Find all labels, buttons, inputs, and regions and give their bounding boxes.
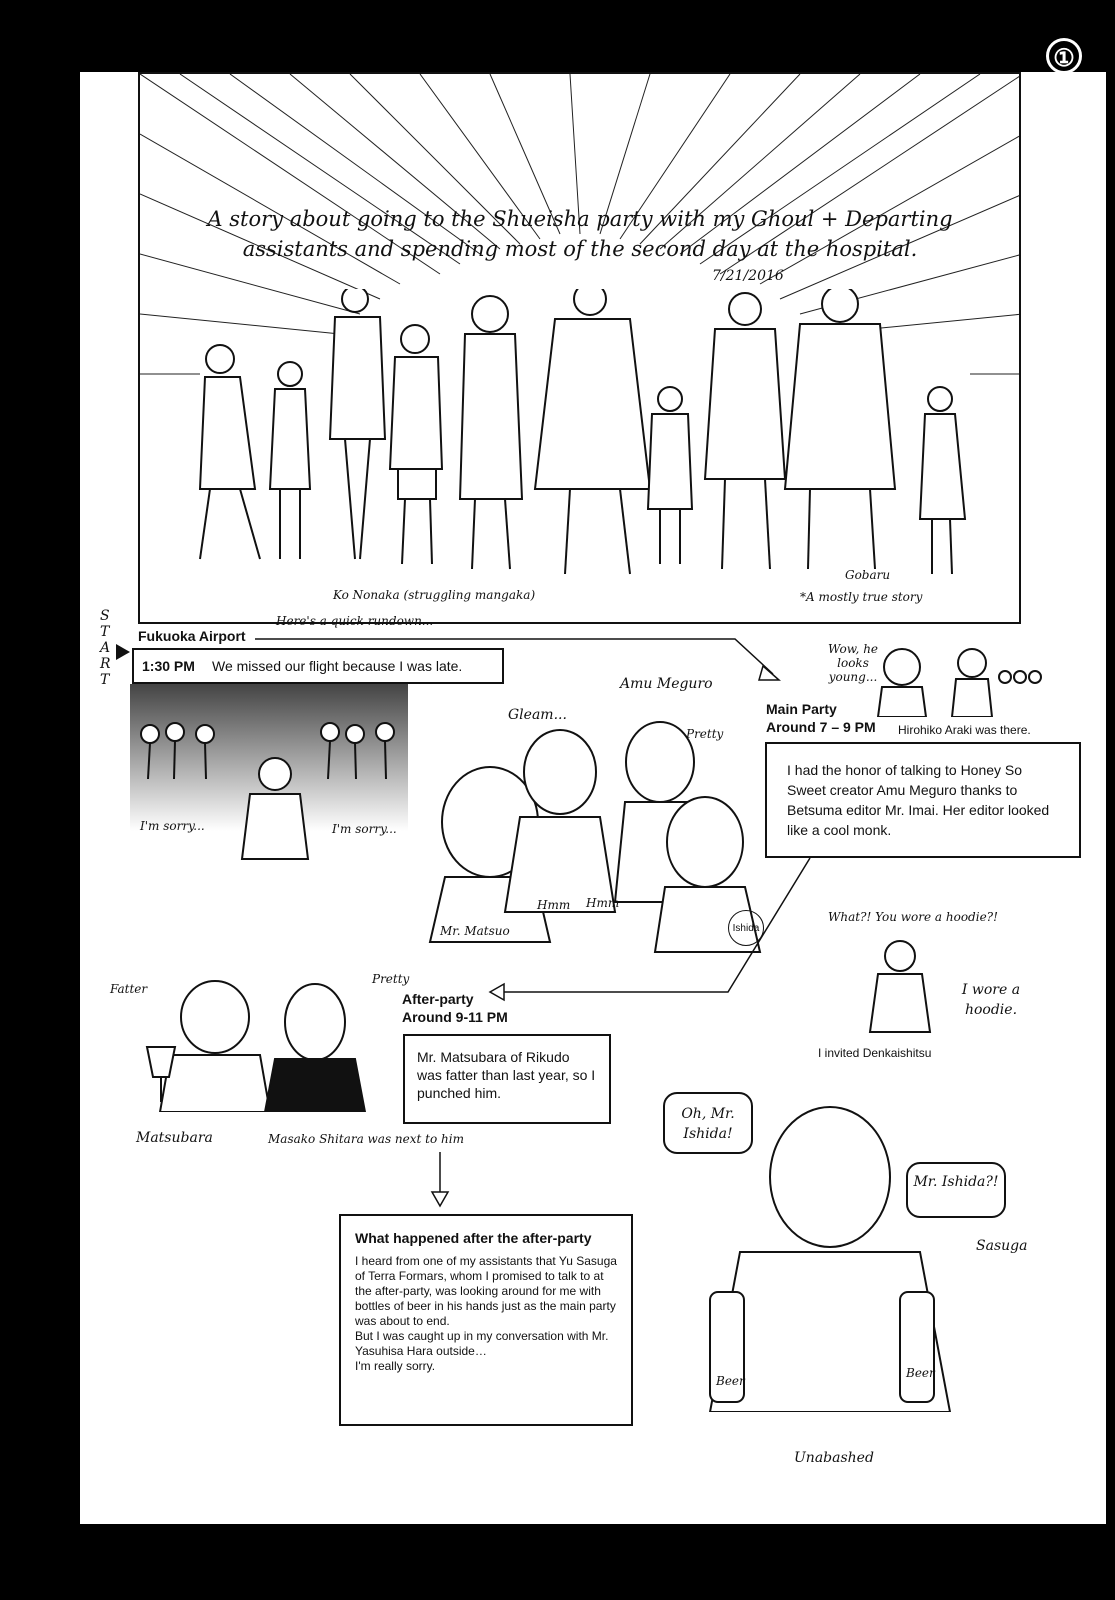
unabashed-label: Unabashed xyxy=(794,1450,874,1466)
hoodie-question: What?! You wore a hoodie?! xyxy=(828,910,998,924)
pretty-label-after: Pretty xyxy=(372,972,410,986)
mr-ishida-bubble: Mr. Ishida?! xyxy=(906,1162,1006,1218)
ishida-badge: Ishida xyxy=(728,910,764,946)
group-illustration xyxy=(180,289,1000,589)
amu-meguro-label: Amu Meguro xyxy=(620,676,713,692)
airport-text: We missed our flight because I was late. xyxy=(212,658,463,674)
airport-time: 1:30 PM xyxy=(142,658,195,674)
araki-illustration xyxy=(870,637,1050,717)
hmm-2: Hmm xyxy=(586,896,620,910)
caption-gobaru: Gobaru xyxy=(845,568,891,582)
fatter-label: Fatter xyxy=(110,982,148,996)
arrow-to-main-party xyxy=(255,632,795,692)
main-party-text: I had the honor of talking to Honey So Sweet creator Amu Meguro thanks to Betsuma editor Mr. Imai. Her editor looked like a cool monk. xyxy=(787,762,1050,838)
after-party-illustration xyxy=(135,977,385,1112)
after-after-box xyxy=(339,1214,633,1426)
after-after-text: I heard from one of my assistants that Yu Sasuga of Terra Formars, whom I promised to talk to at the after-party, was looking around for me with bottles of beer in his hands just as the main party was about to end. But I was caught up in my conversation with Mr. Yasuhisa Hara outside… I'm really sorry. xyxy=(355,1254,617,1373)
araki-caption: Hirohiko Araki was there. xyxy=(898,723,1031,737)
title-date: 7/21/2016 xyxy=(712,268,784,284)
pretty-label-main: Pretty xyxy=(686,727,724,741)
hoodie-answer: I wore a hoodie. xyxy=(961,982,1021,1018)
manga-page xyxy=(80,72,1106,1524)
gleam-text: Gleam... xyxy=(508,707,567,723)
denkaishitsu-illustration xyxy=(860,932,940,1042)
sorry-left: I'm sorry... xyxy=(140,819,205,833)
main-party-title: Main Party xyxy=(766,701,837,717)
after-party-text: Mr. Matsubara of Rikudo was fatter than last year, so I punched him. xyxy=(417,1049,596,1101)
arrow-to-after-party xyxy=(480,858,820,1008)
title-panel xyxy=(138,72,1021,624)
invited-caption: I invited Denkaishitsu xyxy=(818,1046,932,1060)
caption-true-story: *A mostly true story xyxy=(800,590,923,604)
beer-label-1: Beer xyxy=(716,1374,745,1388)
after-party-title: After-party xyxy=(402,991,474,1007)
airport-label: Fukuoka Airport xyxy=(138,628,246,644)
after-party-time: Around 9-11 PM xyxy=(402,1009,508,1025)
matsubara-label: Matsubara xyxy=(136,1130,213,1146)
airport-illustration xyxy=(130,684,408,894)
after-party-box xyxy=(403,1034,611,1124)
matsuo-label: Mr. Matsuo xyxy=(440,924,510,938)
sorry-right: I'm sorry... xyxy=(332,822,397,836)
after-after-heading: What happened after the after-party xyxy=(355,1230,592,1246)
page-number: ① xyxy=(1046,38,1082,74)
start-label: START xyxy=(100,608,111,688)
main-party-box xyxy=(765,742,1081,858)
arrow-to-after-after xyxy=(428,1152,458,1212)
main-party-time: Around 7 – 9 PM xyxy=(766,719,876,735)
shitara-caption: Masako Shitara was next to him xyxy=(268,1132,464,1146)
after-party-label xyxy=(402,990,542,1026)
title-text: A story about going to the Shueisha party with my Ghoul + Departing assistants and spending most of the second day at the hospital. xyxy=(207,207,953,261)
wow-text: Wow, he looks young... xyxy=(827,642,879,684)
oh-ishida-bubble: Oh, Mr. Ishida! xyxy=(663,1092,753,1154)
rundown-text: Here's a quick rundown... xyxy=(276,614,434,628)
hmm-1: Hmm xyxy=(537,898,571,912)
caption-nonaka: Ko Nonaka (struggling mangaka) xyxy=(333,588,536,602)
sasuga-label: Sasuga xyxy=(976,1238,1028,1254)
beer-label-2: Beer xyxy=(906,1366,935,1380)
